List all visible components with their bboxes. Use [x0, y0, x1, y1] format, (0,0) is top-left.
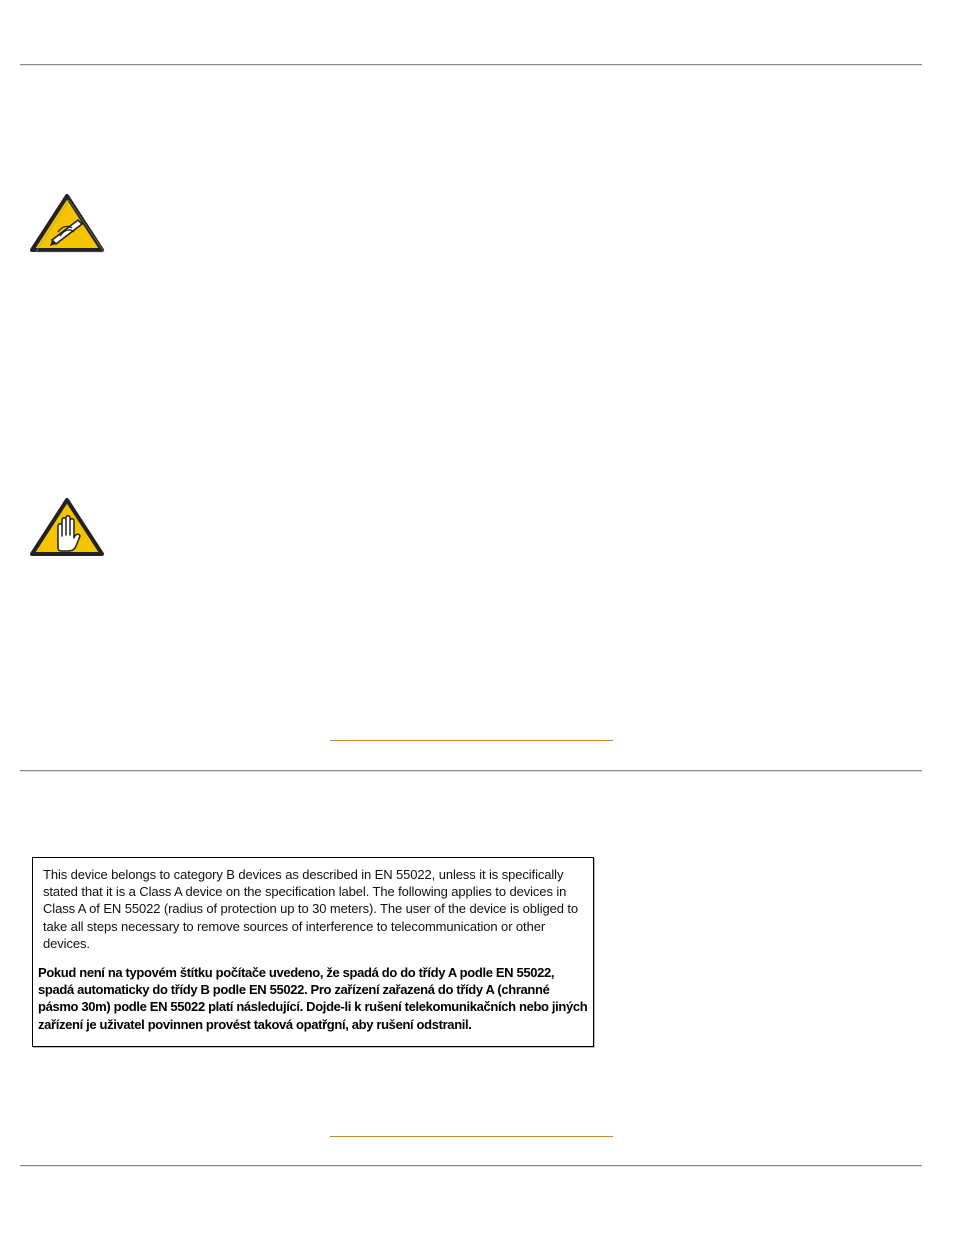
en55022-notice-box: [32, 857, 594, 1047]
divider-middle: [20, 770, 922, 772]
caution-hand-icon: [28, 496, 106, 558]
divider-bottom: [20, 1165, 922, 1167]
note-warning-icon: [28, 192, 106, 254]
notice-english-text: This device belongs to category B devices as described in EN 55022, unless it is specifically stated that it is a Class A device on the specification label. The following applies to devices in Class A of EN 55022 (radius of protection up to 30 meters). The user of the device is obliged to take all steps necessary to remove sources of interference to telecommunication or other devices.: [43, 867, 579, 951]
return-to-top-link[interactable]: [330, 740, 613, 741]
notice-czech-text: Pokud není na typovém štítku počítače uvedeno, že spadá do do třídy A podle EN 55022, spadá automaticky do třídy B podle EN 55022. Pro zařízení zařazená do třídy A (chranné pásmo 30m) podle EN 55022 platí následující. Dojde-li k rušení telekomunikačních nebo jiných zařízení je uživatel povinnen provést taková opatřgní, aby rušení odstranil.: [38, 965, 588, 1032]
divider-top: [20, 64, 922, 66]
return-to-top-link[interactable]: [330, 1136, 613, 1137]
